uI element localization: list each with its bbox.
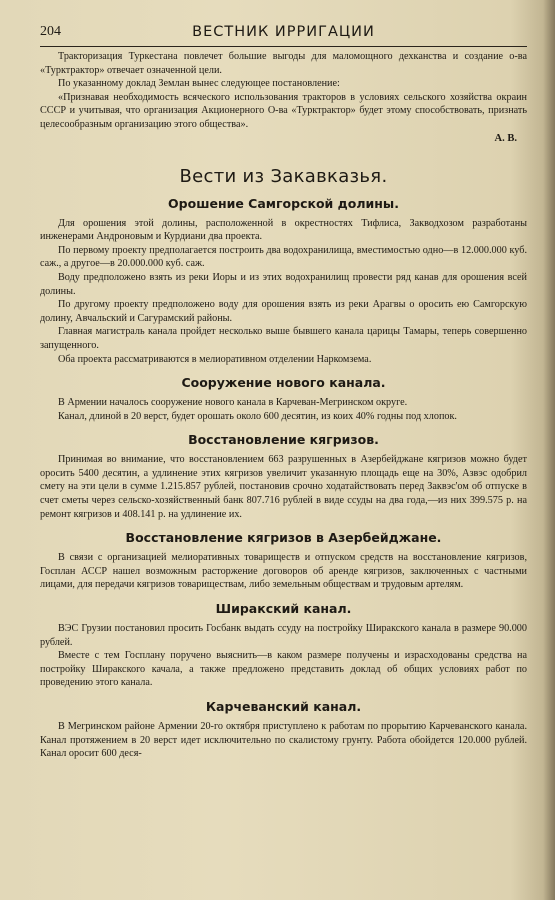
page-edge-shadow: [543, 0, 555, 900]
section-title-samgori: Орошение Самгорской долины.: [168, 195, 399, 211]
running-head: [40, 24, 527, 44]
resolution-quote: «Признавая необходимость всяческого использования тракторов в условиях сельского хозяйства окраин СССР и учитывая, что организация Акционерного О-ва «Турктрактор» будет этому способствовать, признать целесообразным организацию этого общества».: [40, 91, 527, 130]
paragraph: Принимая во внимание, что восстановлением 663 разрушенных в Азербейджане кягризов можно будет оросить 5400 десятин, а удлинение этих кягризов увеличит указанную площадь еще на 30%, Азвэс одобрил смету на эти цели в сумме 1.215.857 рублей, постановив срочно ходатайствовать перед Заквэс'ом об отпуске в счет сметы через сельско-хозяйственный банк 807.716 рублей в виде ссуды на два года,—из них 399.575 р. на ремонт кягризов и 408.141 р. на удлинение их.: [40, 454, 527, 520]
paragraph: В Мегринском районе Армении 20-го октября приступлено к работам по прорытию Карчеванского канала. Канал протяжением в 20 верст идет исключительно по скалистому грунту. Работа обойдется 120.000 рублей. Канал оросит 600 деся-: [40, 721, 527, 760]
paragraph: Воду предположено взять из реки Иоры и из этих водохранилищ провести ряд канав для орошения всей долины.: [40, 271, 527, 297]
paragraph: По другому проекту предположено воду для орошения взять из реки Арагвы о оросить ею Самгорскую долину, Авчальский и Сагурамский районы.: [40, 299, 527, 324]
article-body: [40, 50, 527, 761]
author-signature: А. В.: [494, 132, 517, 144]
paragraph: Главная магистраль канала пройдет несколько выше бывшего канала царицы Тамары, теперь совершенно запущенного.: [40, 326, 527, 351]
paragraph: В связи с организацией мелиоративных товариществ и отпуском средств на восстановление кягризов, Госплан АССР нашел возможным расторжение договоров об аренде кягризов, заключенных с частными лицами, для передачи кягризов товариществам, либо земельным обществам и трудовым артелям.: [40, 552, 527, 591]
section-title-kyagriz: Восстановление кягризов.: [188, 432, 379, 448]
paragraph: Канал, длиной в 20 верст, будет орошать около 600 десятин, из коих 40% годны под хлопок.: [58, 410, 457, 422]
journal-title: ВЕСТНИК ИРРИГАЦИИ: [192, 24, 375, 40]
page-number: 204: [40, 24, 61, 39]
section-title-shirak: Ширакский канал.: [215, 601, 352, 617]
main-title: Вести из Закавказья.: [179, 165, 388, 187]
intro-paragraph: Тракторизация Туркестана повлечет большие выгоды для маломощного дехканства и создание о-ва «Турктрактор» отвечает означенной цели.: [40, 51, 527, 76]
paragraph: Вместе с тем Госплану поручено выяснить—в каком размере получены и израсходованы средства на постройку Ширакского качала, а также предложено представить доклад об общих условиях работ по проведению этого канала.: [40, 650, 527, 689]
section-title-new-canal: Сооружение нового канала.: [181, 375, 386, 391]
paragraph: По первому проекту предполагается построить два водохранилища, вместимостью одно—в 12.000.000 куб. саж., а другое—в 20.000.000 куб. саж.: [40, 244, 527, 270]
paragraph: ВЭС Грузии постановил просить Госбанк выдать ссуду на постройку Ширакского канала в размере 90.000 рублей.: [40, 623, 527, 648]
paragraph: Оба проекта рассматриваются в мелиоративном отделении Наркомзема.: [58, 353, 372, 365]
section-title-kyagriz-azerbaijan: Восстановление кягризов в Азербейджане.: [125, 530, 442, 546]
header-rule: [40, 46, 527, 47]
intro-paragraph: По указанному доклад Землан вынес следующее постановление:: [58, 78, 340, 90]
paragraph: Для орошения этой долины, расположенной в окрестностях Тифлиса, Закводхозом разработаны инженерами Андроновым и Курдиани два проекта.: [40, 217, 527, 243]
section-title-karchevan: Карчеванский канал.: [205, 699, 362, 714]
paragraph: В Армении началось сооружение нового канала в Карчеван-Мегринском округе.: [58, 397, 408, 409]
